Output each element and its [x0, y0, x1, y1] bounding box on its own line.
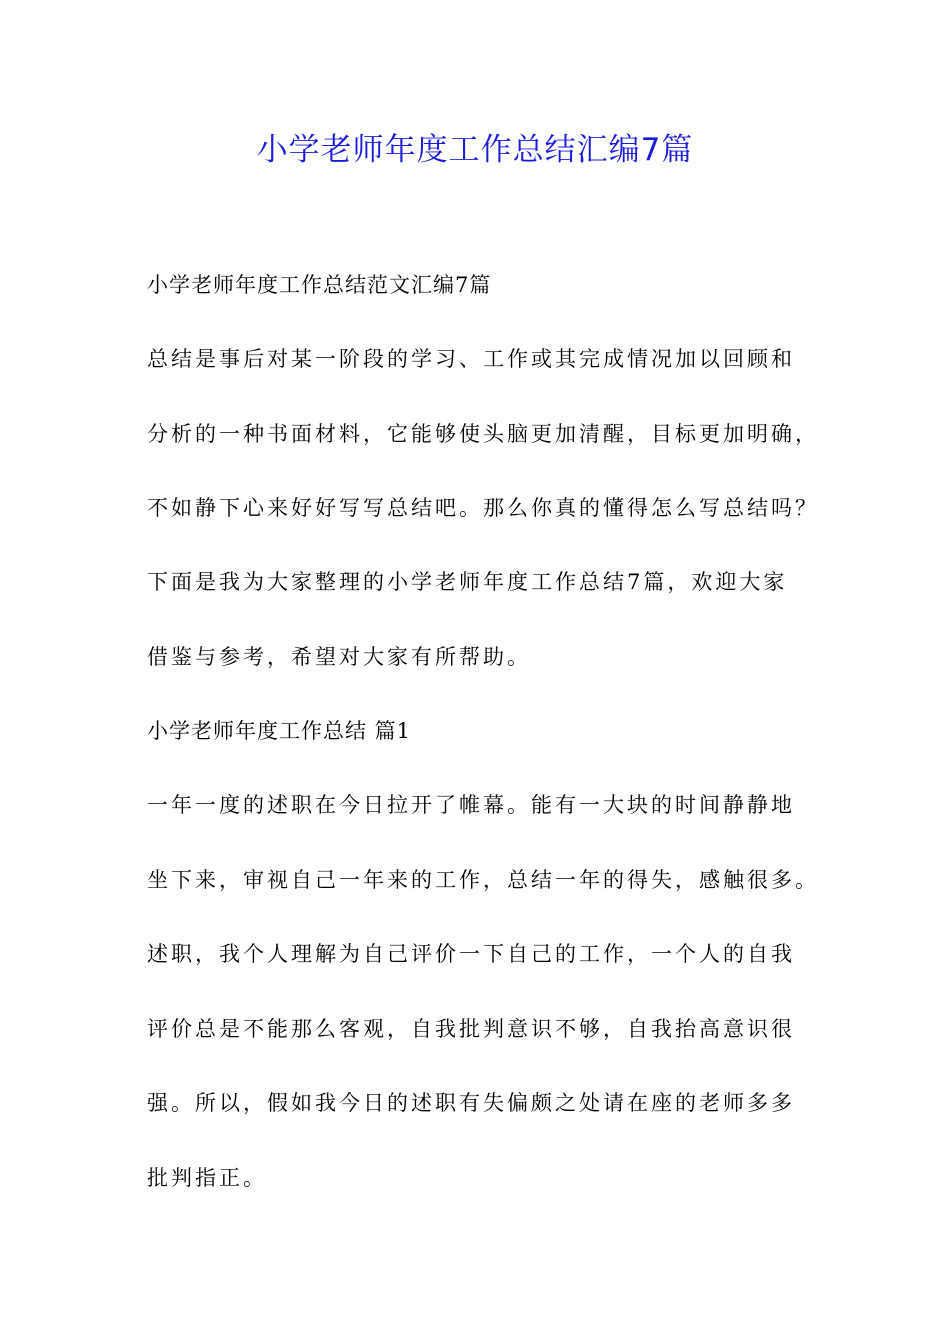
- section-line: 评价总是不能那么客观，自我批判意识不够，自我抬高意识很: [147, 1017, 795, 1041]
- section-line: 述职，我个人理解为自己评价一下自己的工作，一个人的自我: [147, 942, 795, 966]
- section-line: 一年一度的述职在今日拉开了帷幕。能有一大块的时间静静地: [147, 793, 795, 817]
- document-subtitle: 小学老师年度工作总结范文汇编7篇: [147, 273, 492, 297]
- section-line: 批判指正。: [147, 1166, 267, 1190]
- intro-line: 分析的一种书面材料，它能够使头脑更加清醒，目标更加明确，: [147, 422, 819, 446]
- intro-line: 借鉴与参考，希望对大家有所帮助。: [147, 645, 531, 669]
- section-line: 坐下来，审视自己一年来的工作，总结一年的得失，感触很多。: [147, 868, 819, 892]
- document-title: 小学老师年度工作总结汇编7篇: [256, 132, 694, 168]
- intro-line: 下面是我为大家整理的小学老师年度工作总结7篇，欢迎大家: [147, 570, 788, 594]
- intro-line: 总结是事后对某一阶段的学习、工作或其完成情况加以回顾和: [147, 347, 795, 371]
- section-line: 强。所以，假如我今日的述职有失偏颇之处请在座的老师多多: [147, 1091, 795, 1115]
- intro-line: 不如静下心来好好写写总结吧。那么你真的懂得怎么写总结吗？: [147, 496, 819, 520]
- section-heading: 小学老师年度工作总结 篇1: [147, 719, 412, 743]
